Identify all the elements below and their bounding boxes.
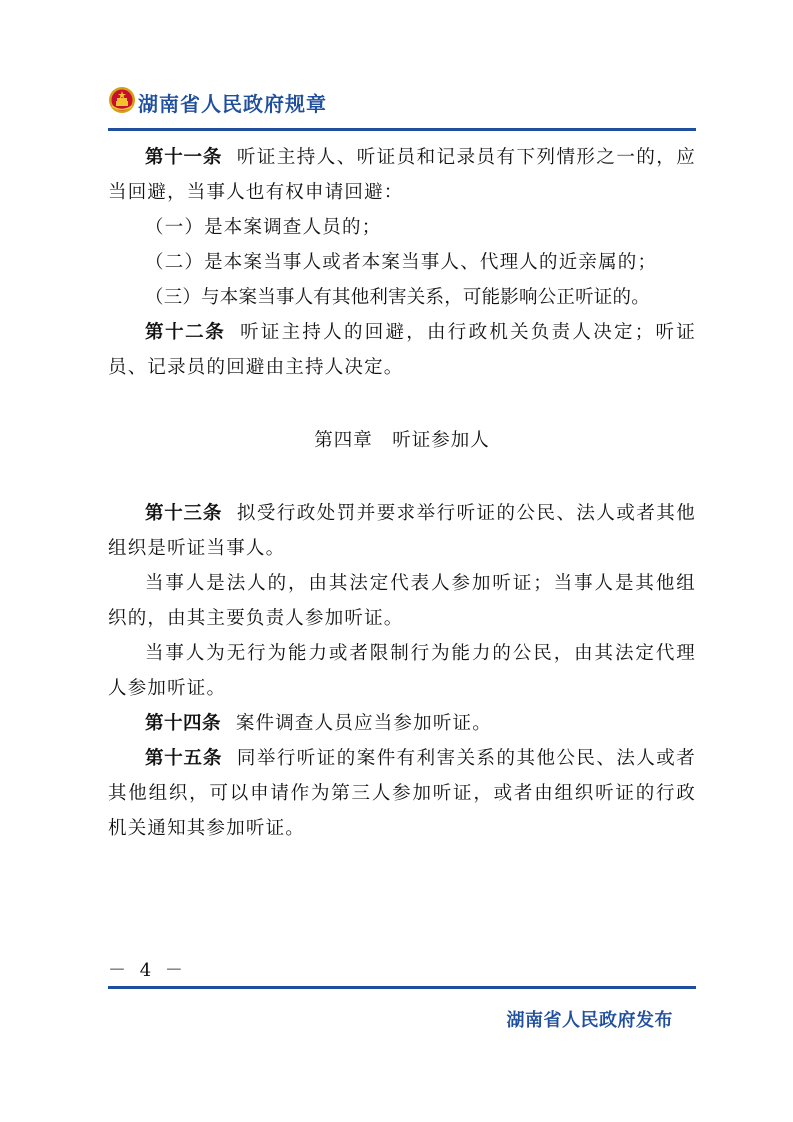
list-item-text: （一）是本案调查人员的； bbox=[145, 217, 382, 238]
paragraph-text: 当事人为无行为能力或者限制行为能力的公民，由其法定代理人参加听证。 bbox=[108, 643, 696, 699]
article-15 bbox=[108, 741, 696, 846]
article-text: 听证主持人、听证员和记录员有下列情形之一的，应当回避，当事人也有权申请回避： bbox=[108, 147, 696, 203]
footer-divider bbox=[108, 986, 696, 989]
paragraph-text: 当事人是法人的，由其法定代表人参加听证；当事人是其他组织的，由其主要负责人参加听证。 bbox=[108, 573, 696, 629]
list-item-text: （三）与本案当事人有其他利害关系，可能影响公正听证的。 bbox=[145, 287, 650, 308]
chapter-heading: 第四章 听证参加人 bbox=[314, 430, 490, 451]
article-number: 第十四条 bbox=[145, 713, 222, 734]
list-item bbox=[108, 280, 696, 315]
article-11 bbox=[108, 140, 696, 210]
article-number: 第十一条 bbox=[145, 147, 223, 168]
national-emblem-icon bbox=[108, 86, 136, 114]
article-number: 第十二条 bbox=[145, 322, 226, 343]
header-title: 湖南省人民政府规章 bbox=[138, 92, 327, 116]
article-12 bbox=[108, 315, 696, 385]
list-item bbox=[108, 210, 696, 245]
header-divider bbox=[108, 128, 696, 131]
article-13 bbox=[108, 496, 696, 566]
list-item bbox=[108, 245, 696, 280]
paragraph bbox=[108, 636, 696, 706]
footer-publisher: 湖南省人民政府发布 bbox=[506, 1010, 673, 1031]
article-text: 案件调查人员应当参加听证。 bbox=[235, 713, 492, 734]
article-14 bbox=[108, 706, 696, 741]
document-body bbox=[108, 140, 696, 846]
article-number: 第十三条 bbox=[145, 503, 223, 524]
paragraph bbox=[108, 566, 696, 636]
article-text: 同举行听证的案件有利害关系的其他公民、法人或者其他组织，可以申请作为第三人参加听证，或者由组织听证的行政机关通知其参加听证。 bbox=[108, 748, 696, 839]
article-text: 听证主持人的回避，由行政机关负责人决定；听证员、记录员的回避由主持人决定。 bbox=[108, 322, 696, 378]
article-number: 第十五条 bbox=[145, 748, 223, 769]
page-number: － 4 － bbox=[108, 960, 187, 981]
list-item-text: （二）是本案当事人或者本案当事人、代理人的近亲属的； bbox=[145, 252, 658, 273]
article-text: 拟受行政处罚并要求举行听证的公民、法人或者其他组织是听证当事人。 bbox=[108, 503, 696, 559]
page-header bbox=[108, 82, 698, 132]
